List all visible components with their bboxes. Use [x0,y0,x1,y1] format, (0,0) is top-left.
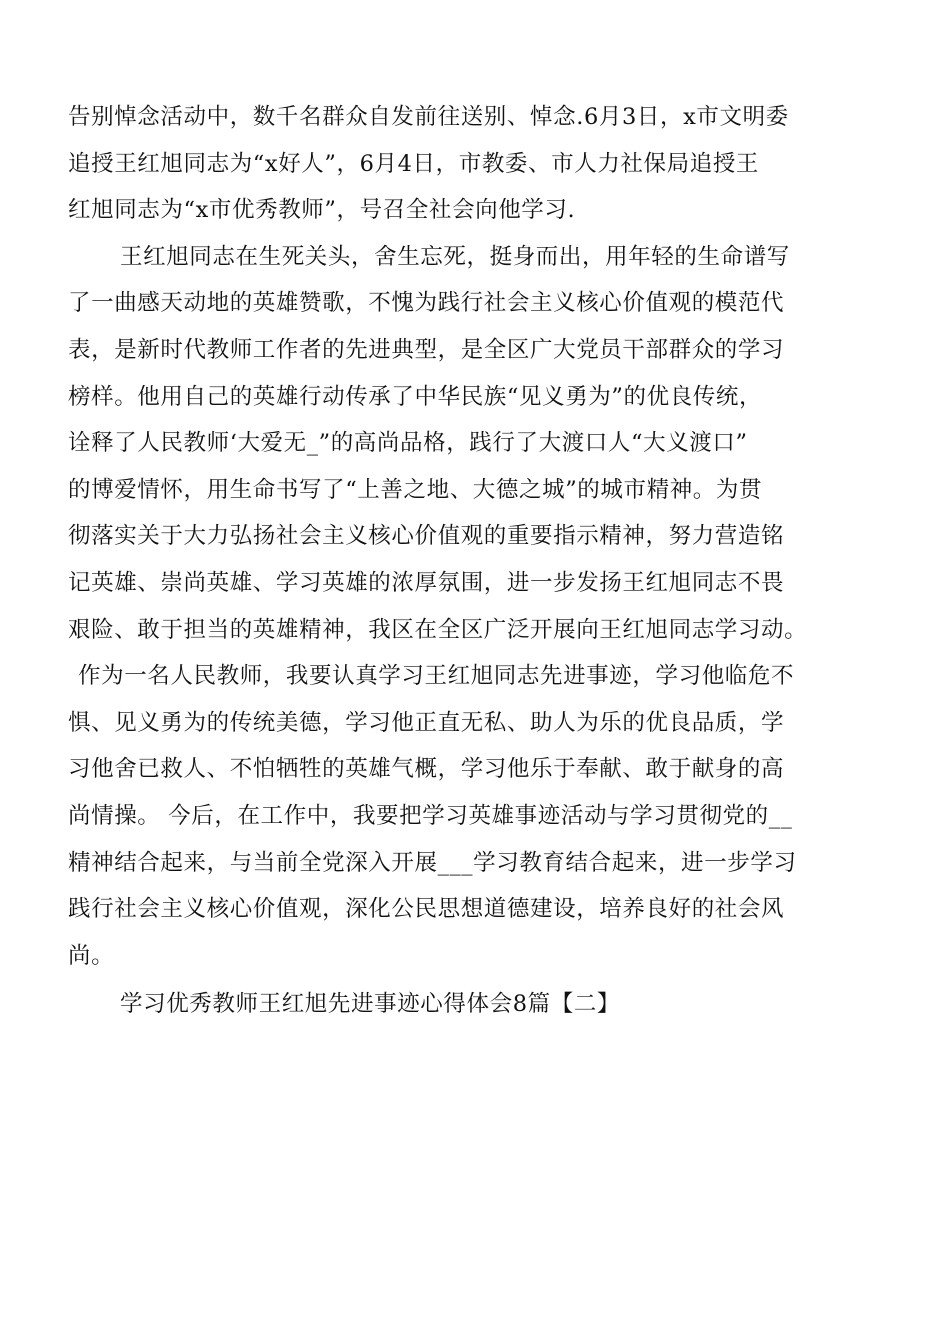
text-line: 作为一名人民教师，我要认真学习王红旭同志先进事迹，学习他临危不 [78,663,795,690]
text-line: 记英雄、崇尚英雄、学习英雄的浓厚氛围，进一步发扬王红旭同志不畏 [68,569,785,596]
text-line: 王红旭同志在生死关头，舍生忘死，挺身而出，用年轻的生命谱写 [120,243,790,270]
text-line: 践行社会主义核心价值观，深化公民思想道德建设，培养良好的社会风 [68,896,785,923]
text-line: 尚情操。 今后，在工作中，我要把学习英雄事迹活动与学习贯彻党的__ [68,802,793,829]
text-line: 艰险、敢于担当的英雄精神，我区在全区广泛开展向王红旭同志学习动。 [68,616,808,643]
text-line: 习他舍已救人、不怕牺牲的英雄气概，学习他乐于奉献、敢于献身的高 [68,756,785,783]
text-line: 了一曲感天动地的英雄赞歌，不愧为践行社会主义核心价值观的模范代 [68,290,785,317]
text-line: 榜样。他用自己的英雄行动传承了中华民族“见义勇为”的优良传统， [68,383,763,410]
text-line: 尚。 [68,942,115,969]
text-line: 惧、见义勇为的传统美德，学习他正直无私、助人为乐的优良品质，学 [68,709,785,736]
document-body [68,94,884,1028]
text-line: 诠释了人民教师‘大爱无_”的高尚品格，践行了大渡口人“大义渡口” [68,430,748,457]
text-line: 精神结合起来，与当前全党深入开展___学习教育结合起来，进一步学习 [68,849,797,876]
text-line: 的博爱情怀，用生命书写了“上善之地、大德之城”的城市精神。为贯 [68,476,763,503]
text-line: 告别悼念活动中，数千名群众自发前往送别、悼念.6月3日，x市文明委 [68,104,789,130]
text-line: 红旭同志为“x市优秀教师”，号召全社会向他学习. [68,197,576,224]
section-heading: 学习优秀教师王红旭先进事迹心得体会8篇【二】 [120,991,621,1018]
text-line: 彻落实关于大力弘扬社会主义核心价值观的重要指示精神，努力营造铭 [68,523,785,550]
text-line: 表，是新时代教师工作者的先进典型，是全区广大党员干部群众的学习 [68,336,785,363]
text-line: 追授王红旭同志为“x好人”，6月4日，市教委、市人力社保局追授王 [68,150,760,177]
